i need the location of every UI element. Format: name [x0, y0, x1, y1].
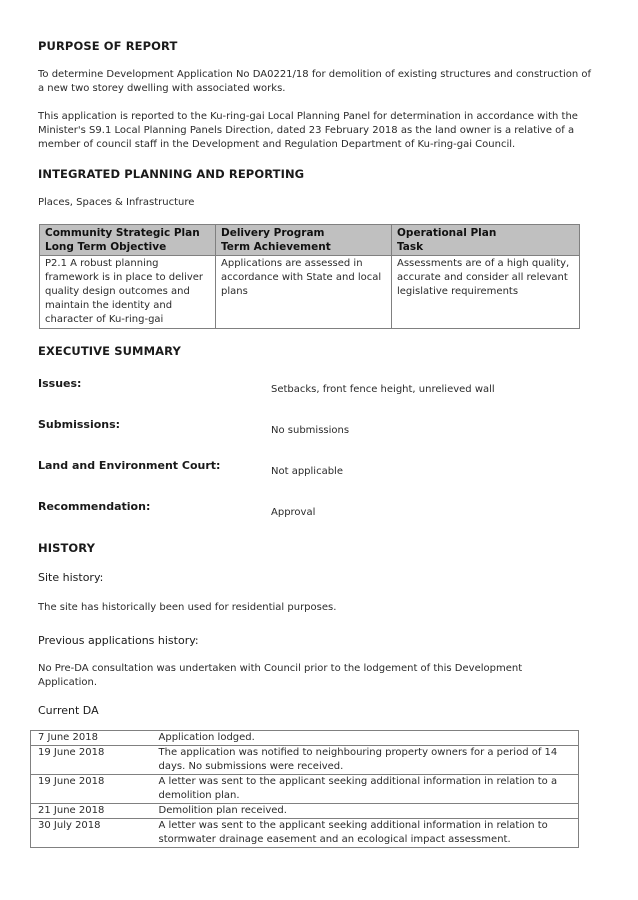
issues-value: Setbacks, front fence height, unrelieved wall: [271, 384, 495, 395]
ipr-table: [39, 224, 580, 329]
recommendation-label: Recommendation:: [38, 500, 151, 513]
ipr-col-csp-line2: Long Term Objective: [45, 241, 167, 253]
submissions-value: No submissions: [271, 425, 350, 436]
ipr-col-operational: [392, 225, 580, 256]
court-value: Not applicable: [271, 466, 343, 477]
executive-heading: EXECUTIVE SUMMARY: [38, 344, 181, 358]
table-row: [31, 819, 579, 848]
ipr-theme: Places, Spaces & Infrastructure: [38, 197, 195, 208]
ipr-col-delivery-line2: Term Achievement: [221, 241, 331, 253]
current-da-heading: Current DA: [38, 704, 99, 717]
da-event: Application lodged.: [155, 731, 579, 746]
court-label: Land and Environment Court:: [38, 459, 221, 472]
da-date: 21 June 2018: [31, 804, 155, 819]
ipr-table-row: [40, 256, 580, 329]
site-history-text: The site has historically been used for residential purposes.: [38, 602, 337, 613]
purpose-heading: PURPOSE OF REPORT: [38, 39, 178, 53]
ipr-cell-operational: Assessments are of a high quality, accurate and consider all relevant legislative requirements: [392, 256, 580, 329]
ipr-cell-delivery: Applications are assessed in accordance with State and local plans: [216, 256, 392, 329]
ipr-col-operational-line1: Operational Plan: [397, 227, 497, 239]
ipr-table-header-row: [40, 225, 580, 256]
table-row: [31, 746, 579, 775]
da-date: 19 June 2018: [31, 746, 155, 775]
table-row: [31, 804, 579, 819]
da-event: Demolition plan received.: [155, 804, 579, 819]
previous-applications-heading: Previous applications history:: [38, 634, 199, 647]
ipr-col-csp: [40, 225, 216, 256]
ipr-col-delivery: [216, 225, 392, 256]
previous-applications-text: No Pre-DA consultation was undertaken with Council prior to the lodgement of this Development Application.: [38, 663, 523, 688]
table-row: [31, 775, 579, 804]
history-heading: HISTORY: [38, 541, 96, 555]
ipr-col-operational-line2: Task: [397, 241, 424, 253]
da-date: 30 July 2018: [31, 819, 155, 848]
current-da-table: [30, 730, 579, 848]
ipr-col-csp-line1: Community Strategic Plan: [45, 227, 200, 239]
site-history-heading: Site history:: [38, 571, 104, 584]
da-event: A letter was sent to the applicant seeking additional information in relation to stormwater drainage easement and an ecological impact assessment.: [155, 819, 579, 848]
submissions-label: Submissions:: [38, 418, 121, 431]
ipr-heading: INTEGRATED PLANNING AND REPORTING: [38, 167, 305, 181]
recommendation-value: Approval: [271, 507, 316, 518]
table-row: [31, 731, 579, 746]
ipr-cell-csp: P2.1 A robust planning framework is in place to deliver quality design outcomes and maintain the identity and character of Ku-ring-gai: [40, 256, 216, 329]
purpose-paragraph-2: This application is reported to the Ku-ring-gai Local Planning Panel for determination in accordance with the Minister's S9.1 Local Planning Panels Direction, dated 23 February 2018 as the land owner is a relative of a member of council staff in the Development and Regulation Department of Ku-ring-gai Council.: [38, 111, 578, 150]
da-date: 19 June 2018: [31, 775, 155, 804]
purpose-paragraph-1: To determine Development Application No DA0221/18 for demolition of existing structures and construction of a new two storey dwelling with associated works.: [38, 69, 592, 94]
da-date: 7 June 2018: [31, 731, 155, 746]
da-event: The application was notified to neighbouring property owners for a period of 14 days. No submissions were received.: [155, 746, 579, 775]
da-event: A letter was sent to the applicant seeking additional information in relation to a demolition plan.: [155, 775, 579, 804]
issues-label: Issues:: [38, 377, 82, 390]
ipr-col-delivery-line1: Delivery Program: [221, 227, 325, 239]
